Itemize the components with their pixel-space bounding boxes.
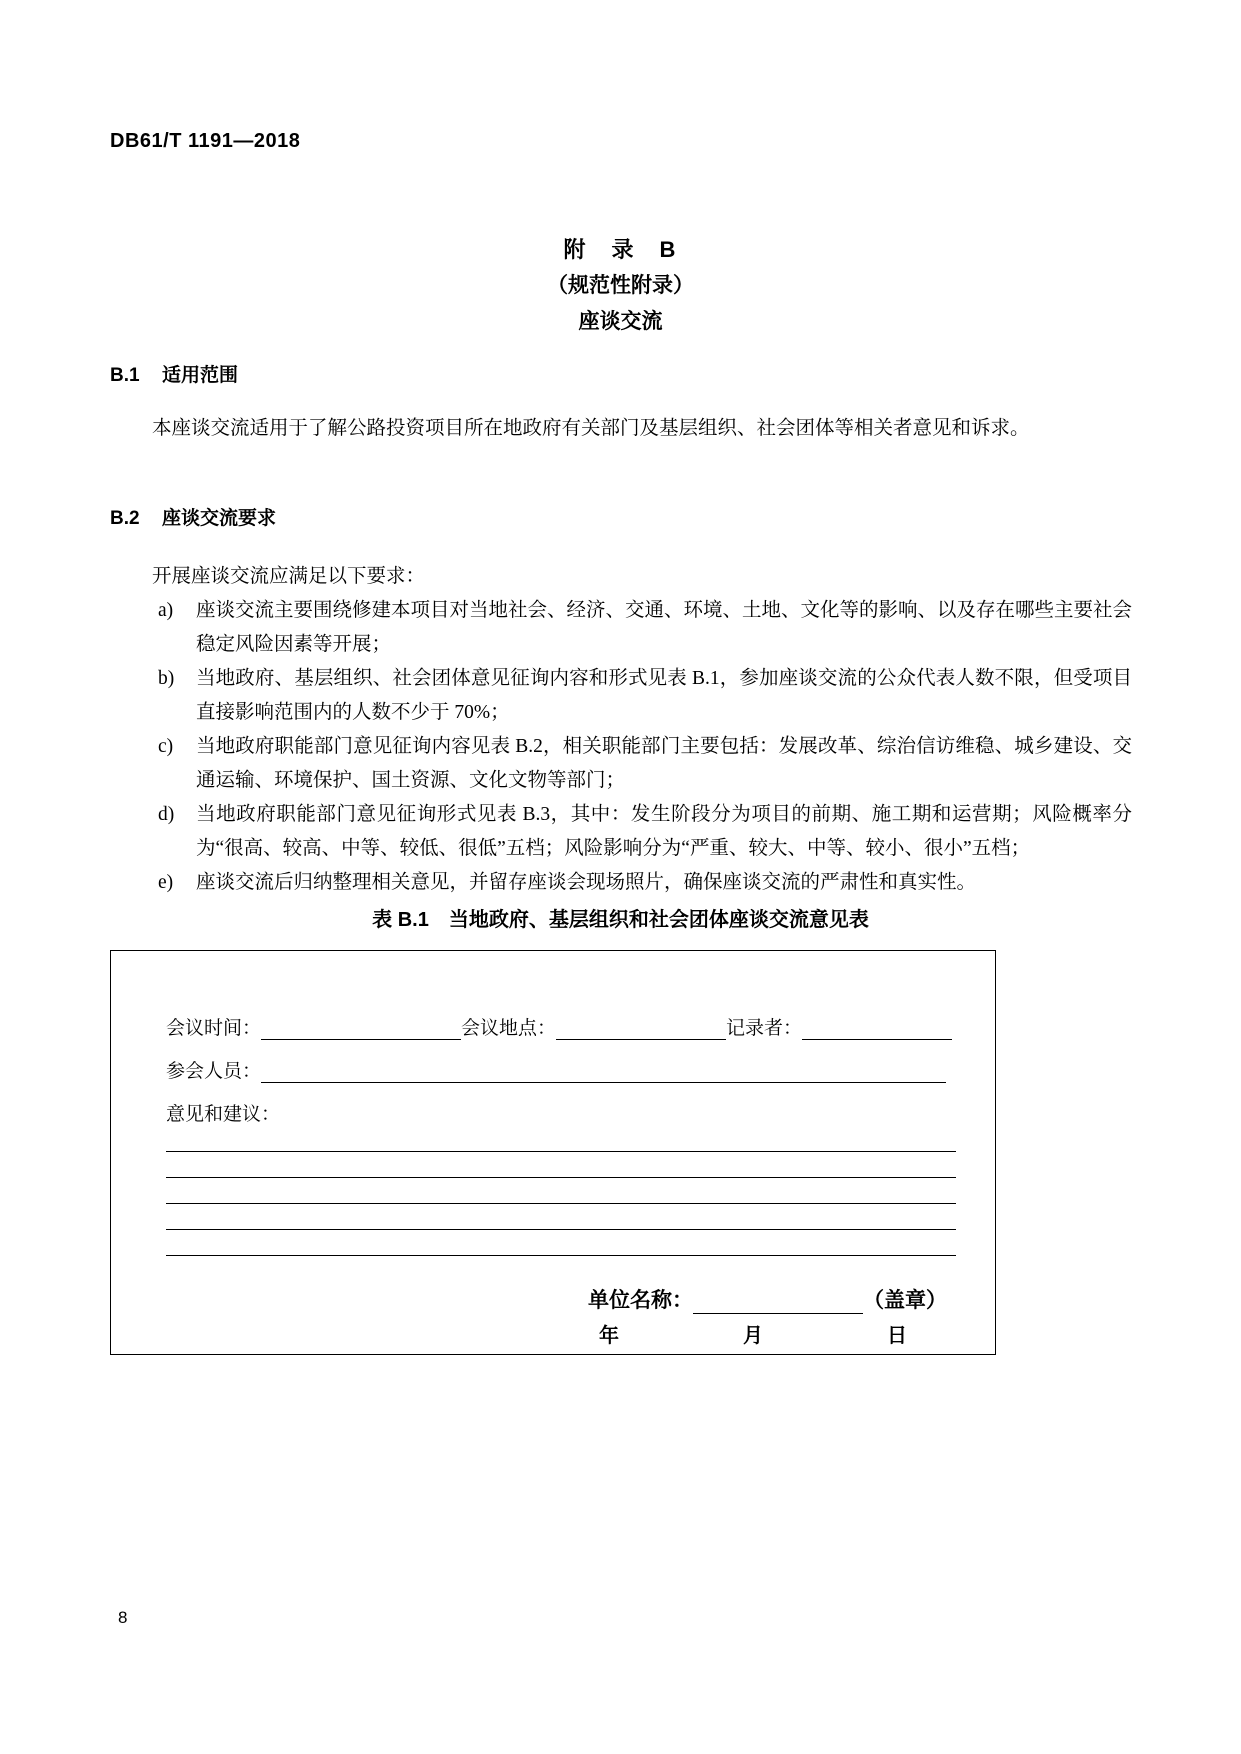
list-item-marker: d) — [158, 804, 175, 825]
list-item-text: 当地政府职能部门意见征询形式见表 B.3，其中：发生阶段分为项目的前期、施工期和运营期；风险概率分为“很高、较高、中等、较低、很低”五档；风险影响分为“严重、较大、中等、较小、很小”五档； — [196, 804, 1132, 859]
recorder-input[interactable] — [802, 1019, 952, 1040]
list-item-text: 当地政府职能部门意见征询内容见表 B.2，相关职能部门主要包括：发展改革、综治信访维稳、城乡建设、交通运输、环境保护、国土资源、文化文物等部门； — [196, 736, 1132, 791]
form-row-meeting-info — [166, 1013, 952, 1040]
list-item-marker: c) — [158, 736, 174, 757]
opinions-write-line[interactable] — [166, 1255, 956, 1256]
list-item-text: 座谈交流主要围绕修建本项目对当地社会、经济、交通、环境、土地、文化等的影响、以及存在哪些主要社会稳定风险因素等开展； — [196, 600, 1133, 655]
list-item-marker: e) — [158, 872, 174, 893]
annex-name: 座谈交流 — [578, 310, 663, 333]
section-b1-paragraph — [110, 412, 1132, 446]
page-number: 8 — [118, 1608, 128, 1627]
section-b1-paragraph-text: 本座谈交流适用于了解公路投资项目所在地政府有关部门及基层组织、社会团体等相关者意见和诉求。 — [152, 418, 1030, 439]
meeting-time-label: 会议时间： — [166, 1018, 262, 1039]
list-item-marker: b) — [158, 668, 175, 689]
list-item — [152, 730, 1132, 798]
section-heading-b1 — [110, 360, 238, 387]
unit-name-input[interactable] — [693, 1293, 863, 1314]
opinions-write-line[interactable] — [166, 1229, 956, 1230]
meeting-place-input[interactable] — [556, 1019, 726, 1040]
participants-label: 参会人员： — [166, 1061, 262, 1082]
annex-title: 附 录 B — [563, 237, 678, 262]
participants-input[interactable] — [261, 1062, 946, 1083]
form-row-participants — [166, 1056, 946, 1083]
annex-subtitle: （规范性附录） — [547, 274, 694, 297]
opinions-write-line[interactable] — [166, 1151, 956, 1152]
list-item-text: 座谈交流后归纳整理相关意见，并留存座谈会现场照片，确保座谈交流的严肃性和真实性。 — [196, 872, 977, 893]
list-item — [152, 594, 1132, 662]
table-caption-b1: 表 B.1 当地政府、基层组织和社会团体座谈交流意见表 — [372, 909, 869, 931]
form-table-b1 — [110, 950, 996, 1355]
opinions-write-line[interactable] — [166, 1203, 956, 1204]
document-header-code: DB61/T 1191—2018 — [110, 130, 301, 152]
opinions-write-line[interactable] — [166, 1177, 956, 1178]
list-item-text: 当地政府、基层组织、社会团体意见征询内容和形式见表 B.1，参加座谈交流的公众代表人数不限，但受项目直接影响范围内的人数不少于 70%； — [196, 668, 1132, 723]
section-number-b2: B.2 — [110, 508, 140, 529]
form-row-unit-name — [588, 1284, 947, 1314]
section-b2-list — [152, 594, 1132, 900]
section-heading-b2 — [110, 503, 276, 530]
section-b2-intro: 开展座谈交流应满足以下要求： — [152, 566, 426, 587]
form-row-opinions — [166, 1099, 280, 1126]
unit-name-label: 单位名称： — [588, 1289, 693, 1312]
seal-label: （盖章） — [863, 1289, 947, 1312]
section-title-b2: 座谈交流要求 — [162, 508, 277, 529]
form-date-line: 年 月 日 — [599, 1325, 935, 1347]
section-title-b1: 适用范围 — [162, 365, 239, 386]
list-item — [152, 866, 1132, 900]
list-item — [152, 662, 1132, 730]
annex-heading-block — [0, 232, 1241, 340]
section-number-b1: B.1 — [110, 365, 140, 386]
meeting-time-input[interactable] — [261, 1019, 461, 1040]
recorder-label: 记录者： — [726, 1018, 803, 1039]
opinions-label: 意见和建议： — [166, 1104, 281, 1125]
meeting-place-label: 会议地点： — [461, 1018, 557, 1039]
list-item-marker: a) — [158, 600, 174, 621]
list-item — [152, 798, 1132, 866]
